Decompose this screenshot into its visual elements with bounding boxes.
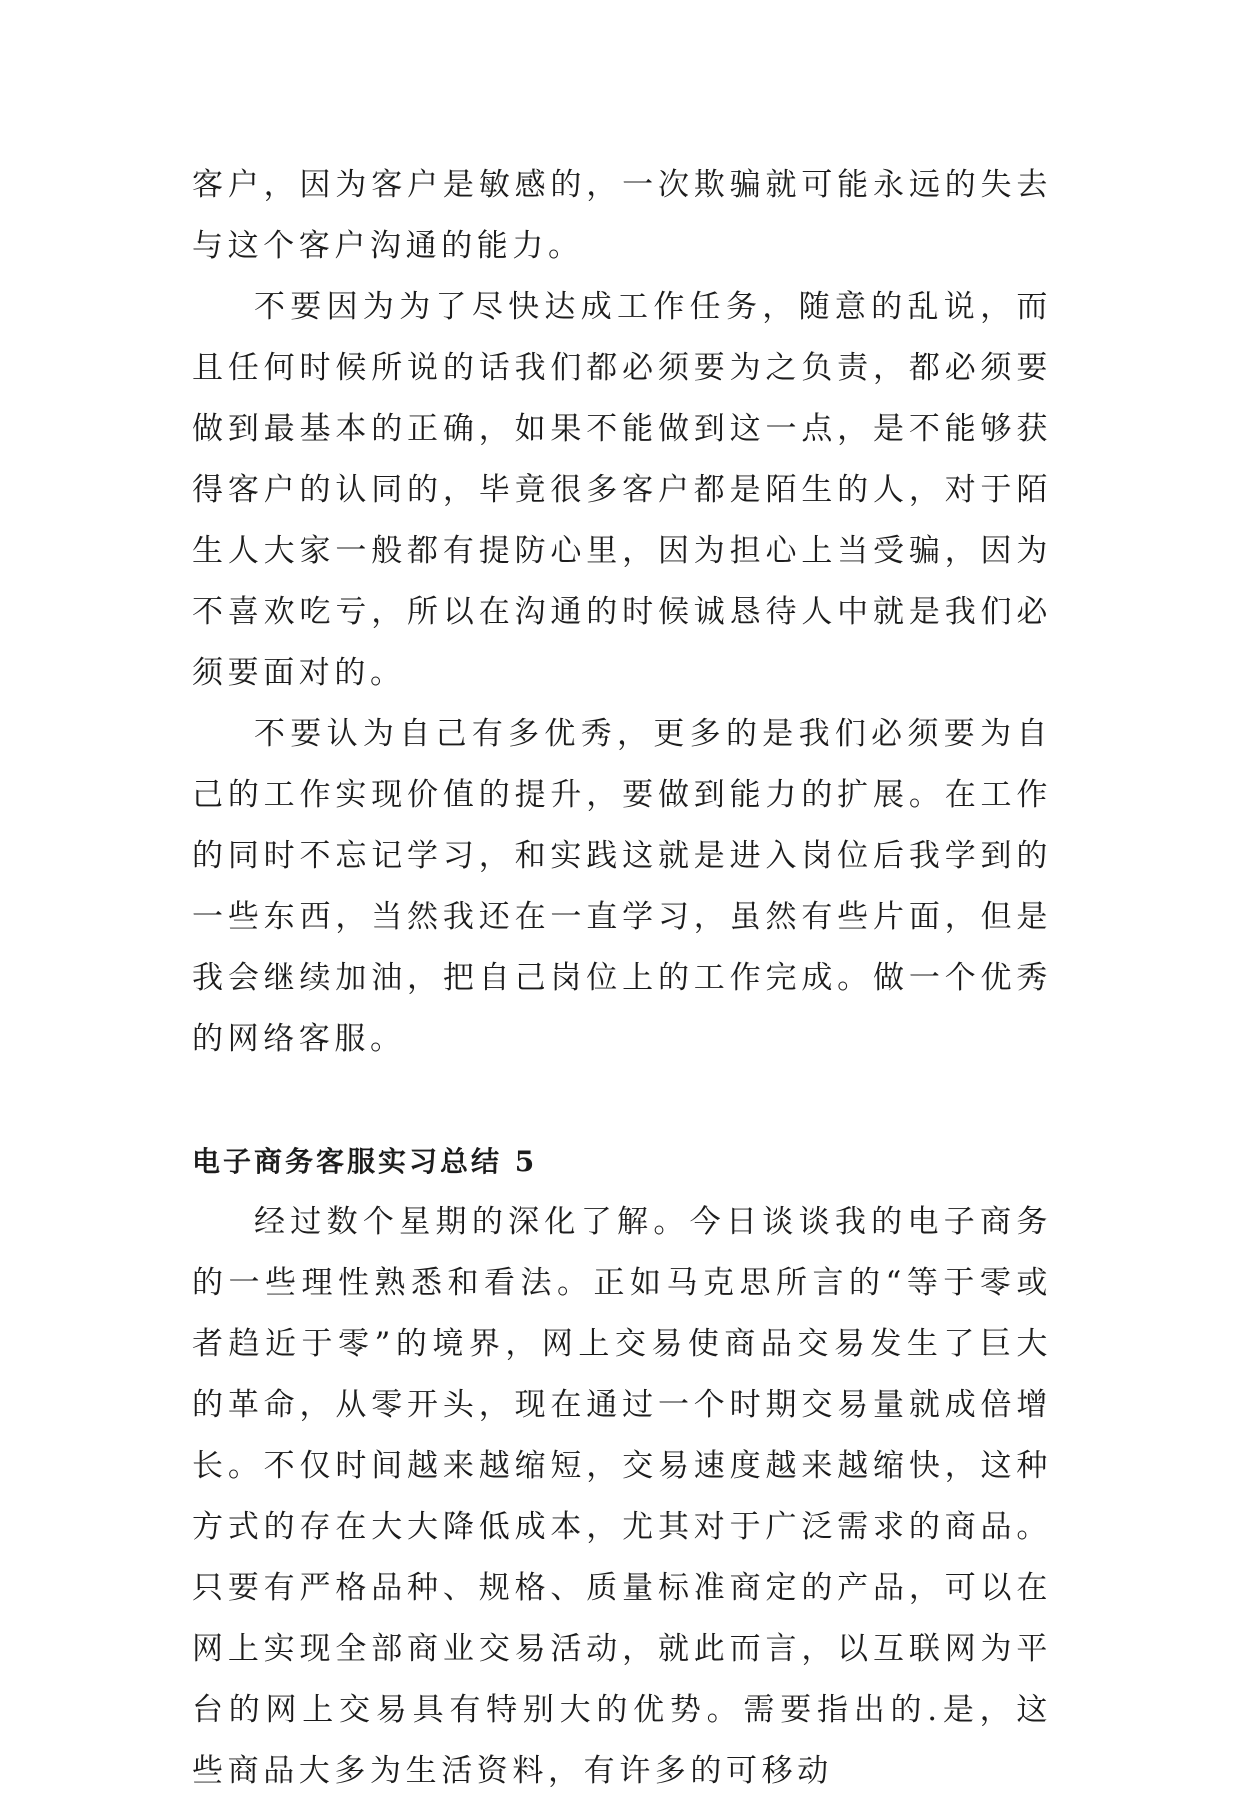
paragraph-1: 客户，因为客户是敏感的，一次欺骗就可能永远的失去与这个客户沟通的能力。 xyxy=(192,167,1052,264)
section-heading: 电子商务客服实习总结 5 xyxy=(192,1145,538,1178)
paragraph-3: 不要认为自己有多优秀，更多的是我们必须要为自己的工作实现价值的提升，要做到能力的扩展。在工作的同时不忘记学习，和实践这就是进入岗位后我学到的一些东西，当然我还在一直学习，虽然有些片面，但是我会继续加油，把自己岗位上的工作完成。做一个优秀的网络客服。 xyxy=(192,716,1052,1057)
paragraph-2: 不要因为为了尽快达成工作任务，随意的乱说，而且任何时候所说的话我们都必须要为之负责，都必须要做到最基本的正确，如果不能做到这一点，是不能够获得客户的认同的，毕竟很多客户都是陌生的人，对于陌生人大家一般都有提防心里，因为担心上当受骗，因为不喜欢吃亏，所以在沟通的时候诚恳待人中就是我们必须要面对的。 xyxy=(192,289,1052,691)
document-page xyxy=(192,155,1052,1802)
paragraph-4: 经过数个星期的深化了解。今日谈谈我的电子商务的一些理性熟悉和看法。正如马克思所言的“等于零或者趋近于零”的境界，网上交易使商品交易发生了巨大的革命，从零开头，现在通过一个时期交易量就成倍增长。不仅时间越来越缩短，交易速度越来越缩快，这种方式的存在大大降低成本，尤其对于广泛需求的商品。只要有严格品种、规格、质量标准商定的产品，可以在网上实现全部商业交易活动，就此而言，以互联网为平台的网上交易具有特别大的优势。需要指出的.是，这些商品大多为生活资料，有许多的可移动 xyxy=(192,1204,1052,1789)
